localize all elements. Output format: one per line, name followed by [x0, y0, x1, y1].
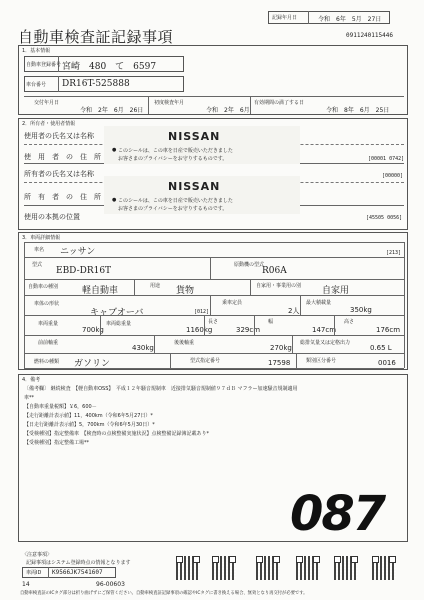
issue-date-label: 記録年月日 [272, 15, 298, 21]
sec3-title: 3．車両詳細情報 [22, 235, 61, 241]
maker-value: ニッサン [60, 247, 96, 257]
page-number: 14 [22, 581, 30, 588]
use-label: 用途 [150, 283, 161, 289]
body-shape-label: 車体の形状 [34, 301, 60, 307]
base-location-label: 使用の本拠の位置 [24, 213, 80, 221]
issue-ymd-label: 交付年月日 [34, 100, 60, 106]
length-label: 長さ [208, 319, 219, 325]
maker-label: 車名 [34, 247, 45, 253]
width-label: 幅 [268, 319, 274, 325]
sec1-title: 1．基本情報 [22, 48, 51, 54]
qr-code-1 [176, 556, 200, 580]
chassis-number-value: DR16T-525888 [62, 79, 130, 89]
gross-weight-label: 車両総重量 [106, 321, 132, 327]
form-code: 96-00603 [96, 581, 125, 588]
user-address-label: 使 用 者 の 住 所 [24, 153, 101, 161]
fuel-value: ガソリン [74, 359, 111, 369]
vehicle-id-value: K9566JK7541607 [52, 569, 103, 576]
privacy-text-1a: このシールは、この車を日産で販売いただきました [118, 148, 233, 154]
engine-label: 原動機の型式 [234, 262, 265, 268]
max-load-label: 最大積載量 [306, 300, 332, 306]
remarks-line-6: 【受検種別】指定整備車 【検査時の点検整備実施状況】点検整備記録簿記載あり* [24, 431, 210, 437]
handwritten-stamp-number: 087 [290, 486, 385, 542]
user-name-label: 使用者の氏名又は名称 [24, 132, 94, 140]
weight-label: 車両重量 [38, 321, 59, 327]
front-axle-value: 430kg [132, 344, 154, 352]
owner-address-label: 所 有 者 の 住 所 [24, 193, 101, 201]
privacy-sticker-owner [104, 176, 300, 214]
nissan-logo-2: NISSAN [168, 180, 221, 193]
body-shape-value: キャブオーバ [90, 308, 144, 318]
remarks-line-1: 〔備考欄〕 継続検査 【軽自動車OSS】 平成１２年騒音規制車 近接排気騒音規制値９７ｄＢ マフラー加速騒音規制適用 [24, 386, 298, 392]
category-label: 類別区分番号 [306, 358, 337, 364]
privacy-sticker-bullet-2: ● [112, 197, 117, 203]
base-location-code: [45505 0056] [366, 215, 403, 221]
privacy-text-2a: このシールは、この車を日産で販売いただきました [118, 198, 233, 204]
privacy-sticker-user [104, 126, 300, 164]
privacy-text-2b: お客さまのプライバシーをお守りするものです。 [118, 206, 228, 212]
model-label: 型式 [32, 262, 43, 268]
qr-code-5 [334, 556, 358, 580]
length-value: 329cm [236, 326, 261, 334]
vehicle-type-value: 軽自動車 [82, 286, 119, 296]
issue-ymd-value: 令和 2年 6月 26日 [80, 107, 144, 114]
user-code: [00001 0742] [368, 156, 405, 162]
remarks-line-7: 【受検種別】指定整備工場** [24, 440, 90, 446]
capacity-label: 乗車定員 [222, 300, 243, 306]
reg-number-label: 自動車登録番号 [26, 62, 62, 68]
use-value: 貨物 [176, 286, 195, 296]
weight-value: 700kg [82, 326, 104, 334]
engine-value: R06A [262, 266, 287, 276]
expiry-value: 令和 8年 6月 25日 [326, 107, 390, 114]
note-line: 記録事項はシステム登録時点の情報となります [26, 560, 131, 566]
height-value: 176cm [376, 326, 401, 334]
nissan-logo-1: NISSAN [168, 130, 221, 143]
width-value: 147cm [312, 326, 337, 334]
note-title: 〈注意事項〉 [22, 552, 53, 558]
privacy-text-1b: お客さまのプライバシーをお守りするものです。 [118, 156, 228, 162]
front-axle-label: 前前軸重 [38, 340, 59, 346]
qr-code-6 [372, 556, 396, 580]
remarks-line-5: 【日走行距離計表示値】5，700km（令和6年5月30日）* [24, 422, 155, 428]
category-value: 0016 [378, 359, 396, 367]
business-label: 自家用・事業用の別 [256, 283, 302, 289]
business-value: 自家用 [322, 286, 350, 296]
body-shape-code: [012] [194, 309, 210, 315]
rear-axle-value: 270kg [270, 344, 292, 352]
vehicle-id-label: 車両ID [26, 570, 42, 576]
remarks-line-4: 【走行距離計表示値】11，400km（令和6年5月27日）* [24, 413, 153, 419]
reg-number-value: 宮崎 480 て 6597 [62, 62, 157, 72]
qr-code-3 [256, 556, 280, 580]
vehicle-type-label: 自動車の種別 [28, 284, 59, 290]
fuel-label: 燃料の種類 [34, 359, 60, 365]
qr-code-2 [212, 556, 236, 580]
type-designation-label: 型式指定番号 [190, 358, 221, 364]
rear-axle-label: 後後軸重 [174, 340, 195, 346]
privacy-sticker-bullet-1: ● [112, 147, 117, 153]
model-value: EBD-DR16T [56, 266, 112, 276]
document-number: 0911240115446 [346, 32, 393, 39]
remarks-line-3: 【自動車重量税額】￥6，600－ [24, 404, 97, 410]
first-reg-label: 初度検査年月 [154, 100, 185, 106]
owner-code: [00000] [382, 173, 404, 179]
owner-name-label: 所有者の氏名又は名称 [24, 170, 94, 178]
sec2-title: 2．所有者・使用者情報 [22, 121, 76, 127]
max-load-value: 350kg [350, 306, 372, 314]
gross-weight-value: 1160kg [186, 326, 213, 334]
capacity-value: 2人 [288, 307, 300, 315]
expiry-label: 有効期間の満了する日 [254, 100, 305, 106]
first-reg-value: 令和 2年 6月 [206, 107, 250, 114]
type-designation-value: 17598 [268, 359, 291, 367]
issue-date-value: 令和 6年 5月 27日 [318, 16, 382, 23]
maker-code: [213] [386, 250, 402, 256]
qr-code-4 [296, 556, 320, 580]
document-title: 自動車検査証記録事項 [18, 28, 174, 46]
height-label: 高さ [344, 319, 355, 325]
chassis-number-label: 車台番号 [26, 82, 47, 88]
displacement-label: 総排気量又は定格出力 [300, 340, 351, 346]
remarks-line-2: 車** [24, 395, 35, 401]
bottom-note: 自動車検査証のICタグ部分は折り曲げずにご保管ください。自動車検査証記録事項の確認やICタグに書き換える場合、無効となり再交付が必要です。 [20, 591, 308, 596]
sec4-title: 4．備考 [22, 377, 41, 383]
displacement-value: 0.65 L [370, 344, 392, 352]
